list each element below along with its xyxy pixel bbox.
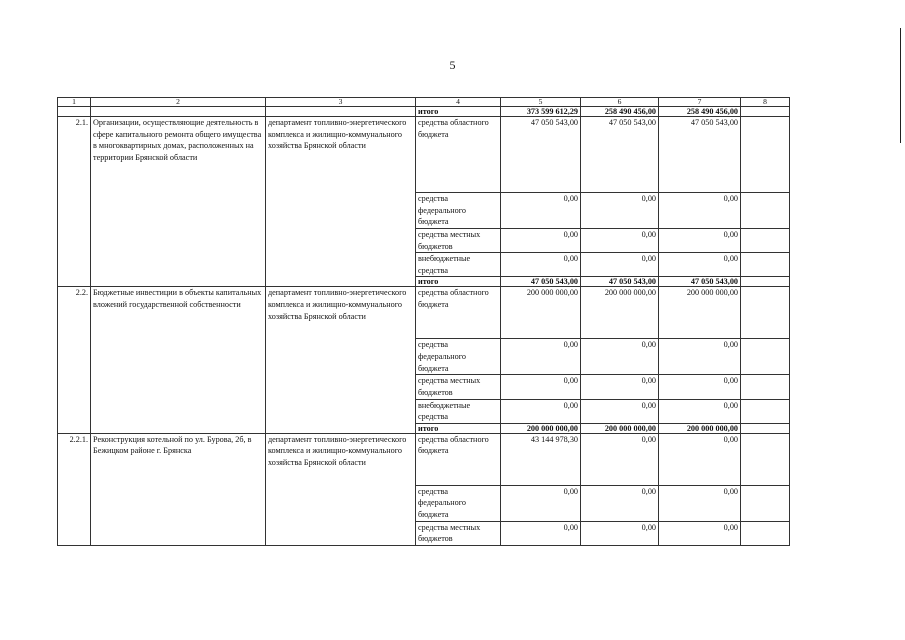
amount-col6: 0,00 <box>581 485 659 521</box>
total-value: 373 599 612,29 <box>501 107 581 117</box>
amount-col5: 0,00 <box>501 485 581 521</box>
amount-col7: 0,00 <box>659 399 741 423</box>
funding-source: внебюджетные средства <box>416 253 501 277</box>
amount-col6: 200 000 000,00 <box>581 287 659 339</box>
item-name: Бюджетные инвестиции в объекты капитальных вложений государственной собственности <box>91 287 266 433</box>
funding-source: средства областного бюджета <box>416 433 501 485</box>
column-header: 4 <box>416 98 501 107</box>
amount-col7: 0,00 <box>659 485 741 521</box>
amount-col7: 0,00 <box>659 433 741 485</box>
amount-col5: 0,00 <box>501 229 581 253</box>
amount-col5: 47 050 543,00 <box>501 117 581 193</box>
amount-col5: 0,00 <box>501 375 581 399</box>
amount-col6: 0,00 <box>581 375 659 399</box>
column-header: 7 <box>659 98 741 107</box>
total-value: 258 490 456,00 <box>659 107 741 117</box>
total-label: итого <box>416 423 501 433</box>
item-name: Организации, осуществляющие деятельность в сфере капитального ремонта общего имущества в многоквартирных домах, расположенных на территории Брянской области <box>91 117 266 287</box>
funding-source: средства местных бюджетов <box>416 375 501 399</box>
item-number: 2.2. <box>58 287 91 433</box>
amount-col7: 0,00 <box>659 229 741 253</box>
total-value: 200 000 000,00 <box>501 423 581 433</box>
amount-col5: 0,00 <box>501 253 581 277</box>
total-value: 200 000 000,00 <box>581 423 659 433</box>
total-value: 200 000 000,00 <box>659 423 741 433</box>
total-value: 47 050 543,00 <box>581 277 659 287</box>
amount-col7: 0,00 <box>659 375 741 399</box>
total-label: итого <box>416 107 501 117</box>
amount-col7: 0,00 <box>659 253 741 277</box>
item-name: Реконструкция котельной по ул. Бурова, 2б, в Бежицком районе г. Брянска <box>91 433 266 545</box>
column-header: 8 <box>741 98 790 107</box>
amount-col6: 0,00 <box>581 229 659 253</box>
total-value: 47 050 543,00 <box>659 277 741 287</box>
amount-col6: 0,00 <box>581 339 659 375</box>
amount-col7: 47 050 543,00 <box>659 117 741 193</box>
total-value: 47 050 543,00 <box>501 277 581 287</box>
amount-col6: 0,00 <box>581 521 659 545</box>
funding-source: средства федерального бюджета <box>416 193 501 229</box>
column-header: 5 <box>501 98 581 107</box>
total-value: 258 490 456,00 <box>581 107 659 117</box>
total-label: итого <box>416 277 501 287</box>
funding-source: средства местных бюджетов <box>416 229 501 253</box>
funding-source: средства федерального бюджета <box>416 339 501 375</box>
funding-source: средства местных бюджетов <box>416 521 501 545</box>
table-row <box>58 287 790 339</box>
column-header: 2 <box>91 98 266 107</box>
total-row <box>58 107 790 117</box>
amount-col5: 200 000 000,00 <box>501 287 581 339</box>
column-header: 6 <box>581 98 659 107</box>
amount-col6: 0,00 <box>581 399 659 423</box>
amount-col5: 0,00 <box>501 339 581 375</box>
amount-col7: 0,00 <box>659 339 741 375</box>
funding-source: средства областного бюджета <box>416 117 501 193</box>
page-edge-line <box>900 28 901 143</box>
item-executor: департамент топливно-энергетического комплекса и жилищно-коммунального хозяйства Брянской области <box>266 117 416 287</box>
page-number: 5 <box>449 58 456 72</box>
amount-col6: 0,00 <box>581 433 659 485</box>
column-header: 3 <box>266 98 416 107</box>
column-header: 1 <box>58 98 91 107</box>
amount-col7: 0,00 <box>659 521 741 545</box>
funding-source: внебюджетные средства <box>416 399 501 423</box>
item-number: 2.2.1. <box>58 433 91 545</box>
item-number: 2.1. <box>58 117 91 287</box>
column-number-row <box>58 98 790 107</box>
amount-col6: 47 050 543,00 <box>581 117 659 193</box>
item-executor: департамент топливно-энергетического комплекса и жилищно-коммунального хозяйства Брянской области <box>266 287 416 433</box>
amount-col5: 0,00 <box>501 193 581 229</box>
item-executor: департамент топливно-энергетического комплекса и жилищно-коммунального хозяйства Брянской области <box>266 433 416 545</box>
funding-source: средства федерального бюджета <box>416 485 501 521</box>
table-row <box>58 433 790 485</box>
budget-table <box>57 97 790 546</box>
amount-col6: 0,00 <box>581 253 659 277</box>
amount-col5: 43 144 978,30 <box>501 433 581 485</box>
amount-col6: 0,00 <box>581 193 659 229</box>
table-row <box>58 117 790 193</box>
amount-col7: 200 000 000,00 <box>659 287 741 339</box>
amount-col5: 0,00 <box>501 521 581 545</box>
amount-col7: 0,00 <box>659 193 741 229</box>
amount-col5: 0,00 <box>501 399 581 423</box>
funding-source: средства областного бюджета <box>416 287 501 339</box>
